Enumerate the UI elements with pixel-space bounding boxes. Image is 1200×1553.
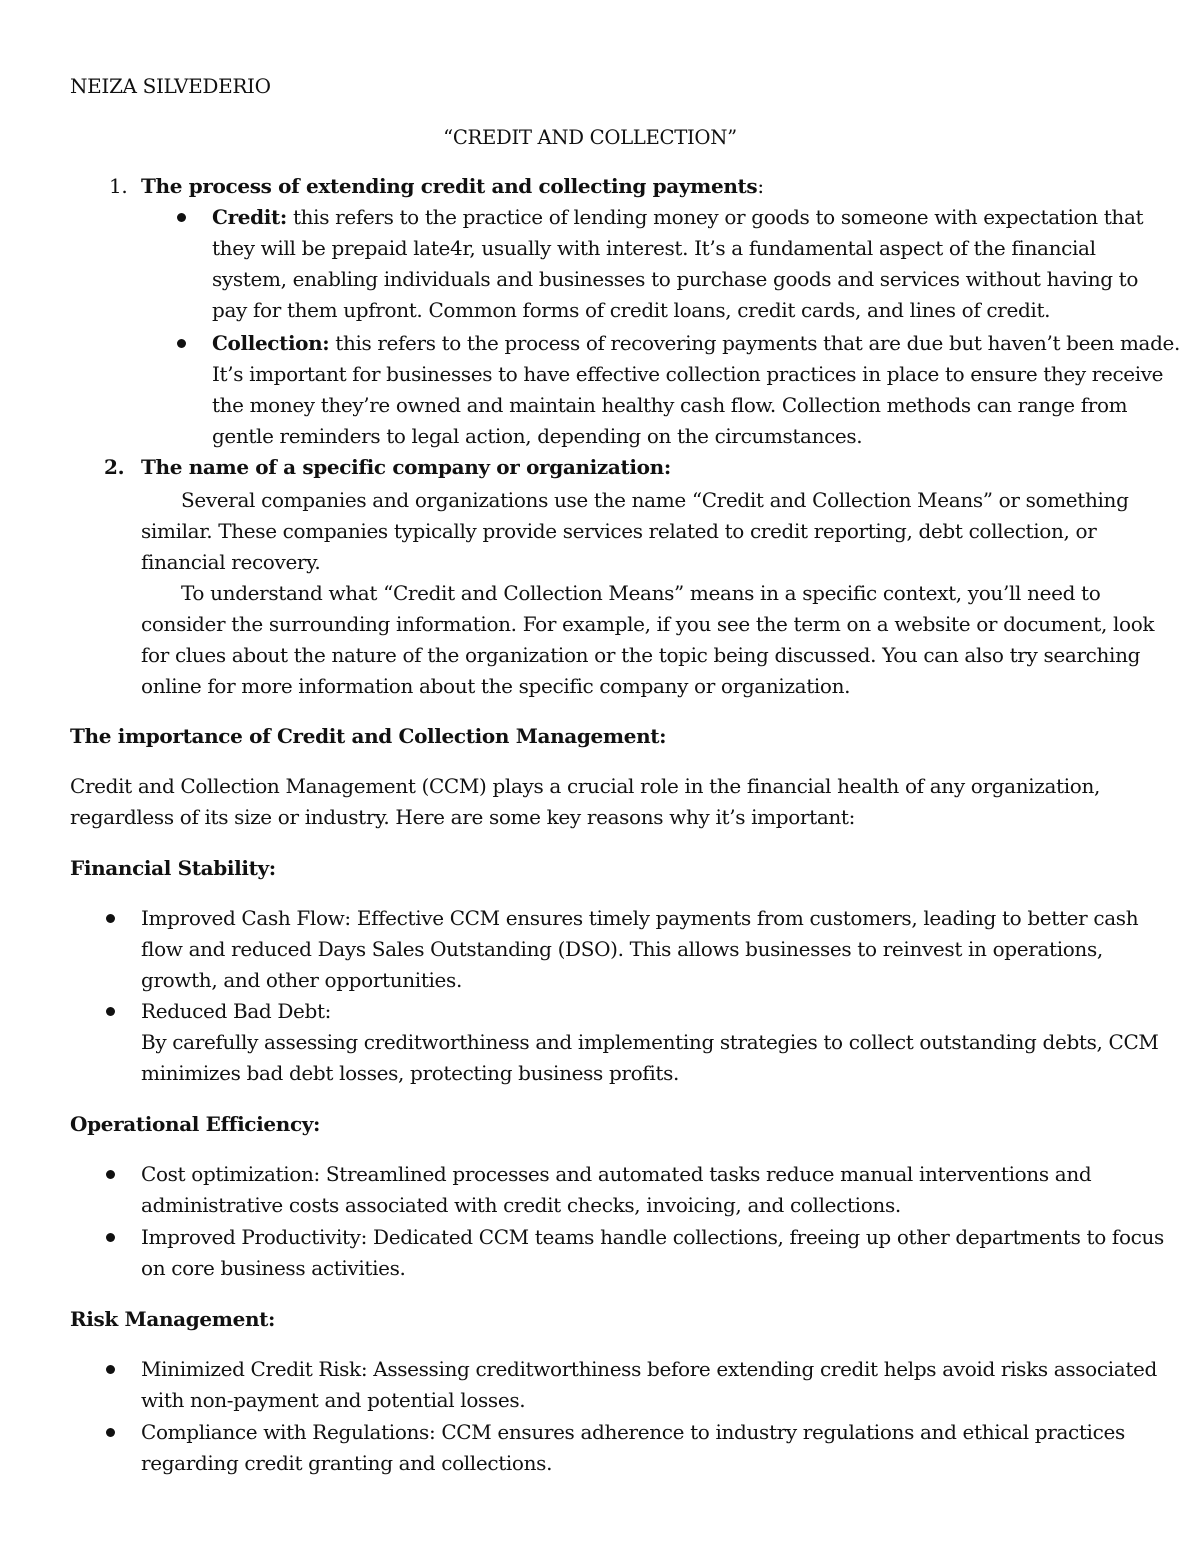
list-item-line: Minimized Credit Risk: Assessing creditworthiness before extending credit helps avoid risks associated xyxy=(141,1357,1157,1381)
section2-paragraph-2 xyxy=(141,578,1154,702)
bullet-icon xyxy=(106,1428,115,1437)
collection-line-3: the money they’re owned and maintain healthy cash flow. Collection methods can range from xyxy=(212,393,1128,417)
document-title: “CREDIT AND COLLECTION” xyxy=(443,125,737,149)
risk-item-2 xyxy=(141,1417,1125,1479)
bullet-icon xyxy=(106,914,115,923)
operational-heading: Operational Efficiency: xyxy=(70,1112,321,1136)
list-item-line: regarding credit granting and collections. xyxy=(141,1451,553,1475)
collection-line-2: It’s important for businesses to have effective collection practices in place to ensure they receive xyxy=(212,362,1164,386)
importance-intro xyxy=(70,771,1100,833)
credit-line-1: Credit: this refers to the practice of lending money or goods to someone with expectation that xyxy=(212,205,1144,229)
credit-line-2: they will be prepaid late4r, usually with interest. It’s a fundamental aspect of the financial xyxy=(212,236,1096,260)
bullet-icon xyxy=(177,213,186,222)
section2-paragraph-1 xyxy=(141,485,1129,578)
bullet-icon xyxy=(106,1233,115,1242)
list-number-1: 1. xyxy=(109,174,128,198)
author-name: NEIZA SILVEDERIO xyxy=(70,74,271,98)
list-item-line: with non-payment and potential losses. xyxy=(141,1388,526,1412)
list-item-line: Improved Cash Flow: Effective CCM ensures timely payments from customers, leading to better cash xyxy=(141,906,1139,930)
section1-heading xyxy=(141,174,764,198)
financial-item-1 xyxy=(141,903,1138,996)
operational-item-2 xyxy=(141,1222,1164,1284)
collection-definition xyxy=(212,328,1182,452)
section1-heading-colon: : xyxy=(757,174,764,198)
list-number-2: 2. xyxy=(104,455,125,479)
list-item-line: administrative costs associated with credit checks, invoicing, and collections. xyxy=(141,1193,901,1217)
importance-heading: The importance of Credit and Collection Management: xyxy=(70,724,667,748)
paragraph-line: regardless of its size or industry. Here are some key reasons why it’s important: xyxy=(70,805,856,829)
section2-heading: The name of a specific company or organization: xyxy=(141,455,671,479)
collection-line-4: gentle reminders to legal action, depending on the circumstances. xyxy=(212,424,863,448)
paragraph-line: Credit and Collection Management (CCM) plays a crucial role in the financial health of any organization, xyxy=(70,774,1101,798)
list-item-line: flow and reduced Days Sales Outstanding (DSO). This allows businesses to reinvest in operations, xyxy=(141,937,1103,961)
paragraph-line: consider the surrounding information. For example, if you see the term on a website or document, look xyxy=(141,612,1155,636)
list-item-line: Cost optimization: Streamlined processes and automated tasks reduce manual interventions and xyxy=(141,1162,1092,1186)
list-item-line: By carefully assessing creditworthiness and implementing strategies to collect outstanding debts, CCM xyxy=(141,1030,1159,1054)
paragraph-line: To understand what “Credit and Collection Means” means in a specific context, you’ll need to xyxy=(181,581,1101,605)
bullet-icon xyxy=(106,1007,115,1016)
operational-item-1 xyxy=(141,1159,1091,1221)
list-item-line: Reduced Bad Debt: xyxy=(141,999,332,1023)
paragraph-line: financial recovery. xyxy=(141,550,321,574)
list-item-line: Compliance with Regulations: CCM ensures adherence to industry regulations and ethical practices xyxy=(141,1420,1125,1444)
collection-line-1: Collection: this refers to the process of recovering payments that are due but haven’t been made. xyxy=(212,331,1180,355)
paragraph-line: Several companies and organizations use the name “Credit and Collection Means” or something xyxy=(181,488,1129,512)
financial-heading: Financial Stability: xyxy=(70,856,276,880)
credit-line-3: system, enabling individuals and businesses to purchase goods and services without having to xyxy=(212,267,1139,291)
paragraph-line: for clues about the nature of the organization or the topic being discussed. You can also try searching xyxy=(141,643,1141,667)
risk-item-1 xyxy=(141,1354,1157,1416)
section1-heading-text: The process of extending credit and collecting payments xyxy=(141,174,758,198)
credit-definition xyxy=(212,202,1143,326)
financial-item-2 xyxy=(141,996,1159,1089)
credit-term: Credit: xyxy=(212,205,287,229)
list-item-line: growth, and other opportunities. xyxy=(141,968,462,992)
risk-heading: Risk Management: xyxy=(70,1307,276,1331)
list-item-line: minimizes bad debt losses, protecting business profits. xyxy=(141,1061,680,1085)
paragraph-line: online for more information about the specific company or organization. xyxy=(141,674,851,698)
list-item-line: on core business activities. xyxy=(141,1256,406,1280)
bullet-icon xyxy=(177,339,186,348)
paragraph-line: similar. These companies typically provide services related to credit reporting, debt collection, or xyxy=(141,519,1097,543)
credit-line-4: pay for them upfront. Common forms of credit loans, credit cards, and lines of credit. xyxy=(212,298,1051,322)
list-item-line: Improved Productivity: Dedicated CCM teams handle collections, freeing up other departments to focus xyxy=(141,1225,1164,1249)
bullet-icon xyxy=(106,1365,115,1374)
collection-term: Collection: xyxy=(212,331,330,355)
bullet-icon xyxy=(106,1170,115,1179)
